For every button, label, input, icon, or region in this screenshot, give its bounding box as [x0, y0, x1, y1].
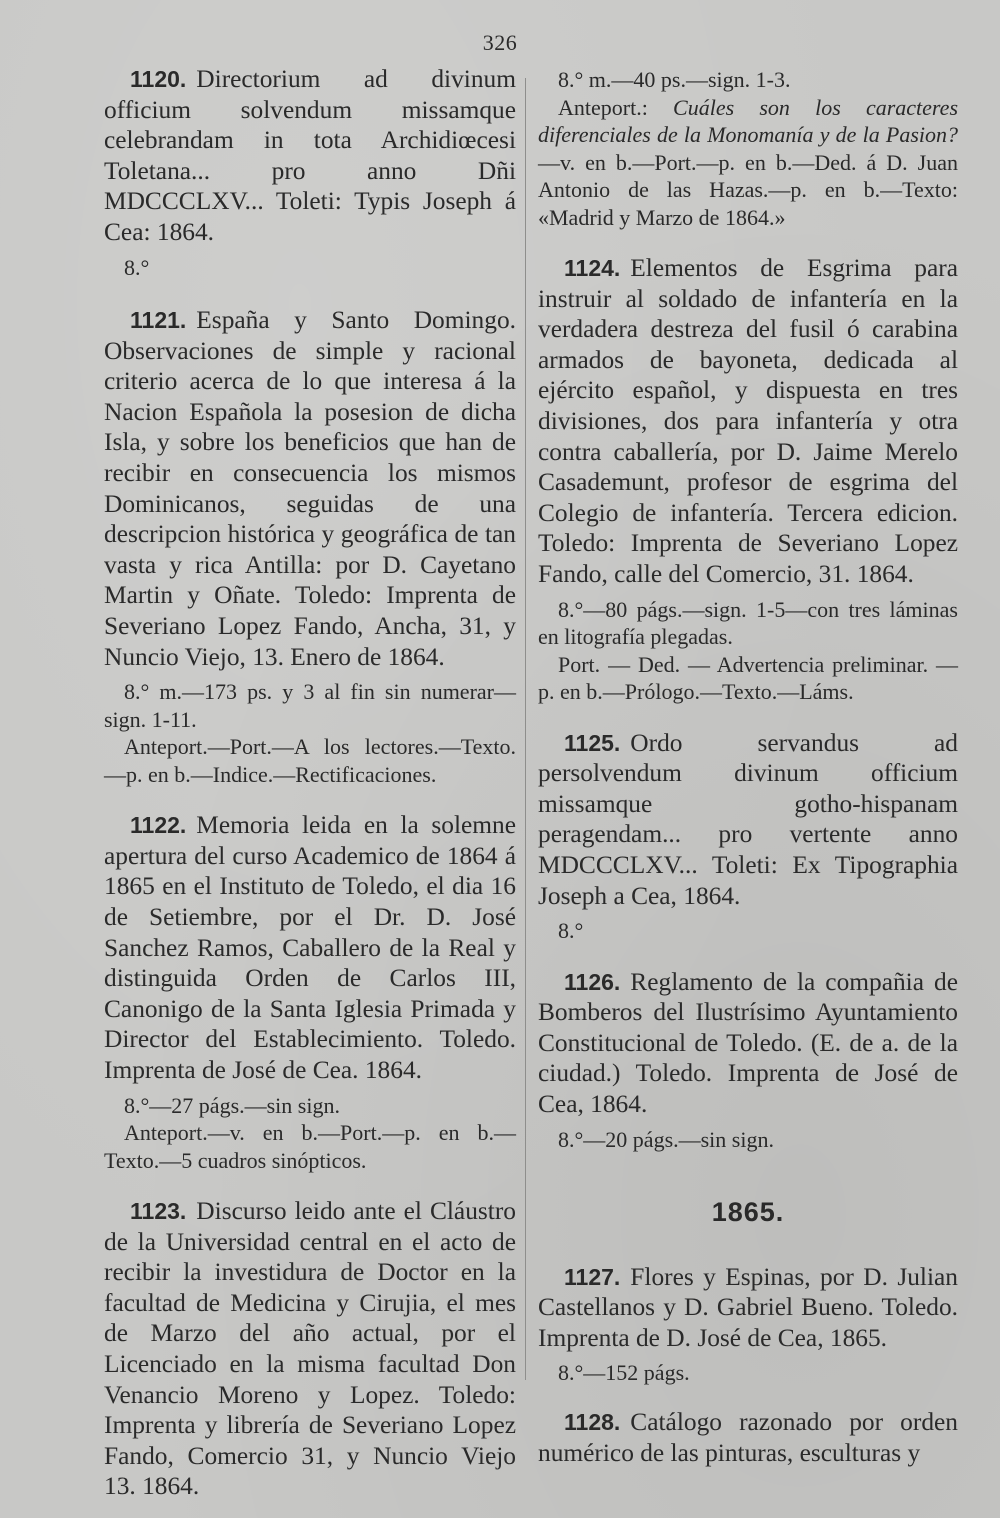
entry-note: 8.°—152 págs. — [558, 1360, 690, 1386]
entry-number: 1128. — [564, 1408, 621, 1435]
entry-number: 1121. — [130, 307, 187, 334]
entry-text: España y Santo Domingo. Observaciones de simple y racional criterio acerca de lo que interesa á la Nacion Española la posesion de dicha Isla, y sobre los beneficios que han de recibir en consecuencia los mismos Dominicanos, seguidas de una descripcion histórica y geográfica de tan vasta y rica Antilla: por D. Cayetano Martin y Oñate. Toledo: Imprenta de Severiano Lopez Fando, Ancha, 31, y Nuncio Viejo, 13. Enero de 1864. — [104, 306, 516, 671]
catalog-entry-1125 — [538, 728, 958, 945]
entry-number: 1123. — [130, 1198, 187, 1225]
entry-number: 1124. — [564, 255, 621, 281]
left-column — [104, 64, 516, 1502]
catalog-entry-continuation — [538, 66, 958, 231]
entry-note: Anteport.—v. en b.—Port.—p. en b.—Texto.—5 cuadros sinópticos. — [104, 1120, 516, 1173]
entry-text: Elementos de Esgrima para instruir al soldado de infantería en la verdadera destreza del fusil ó carabina armados de bayoneta, dedicada al ejército español, y dispuesta en tres divisiones, dos para infantería y otra contra caballería, por D. Jaime Merelo Casademunt, profesor de esgrima del Colegio de infantería. Tercera edicion. Toledo: Imprenta de Severiano Lopez Fando, calle del Comercio, 31. 1864. — [538, 254, 958, 588]
entry-note — [538, 94, 958, 232]
catalog-entry-1126 — [538, 967, 958, 1153]
right-column — [538, 64, 958, 1468]
entry-note: 8.° m.—173 ps. y 3 al fin sin numerar—sign. 1-11. — [104, 679, 516, 732]
entry-note: 8.° m.—40 ps.—sign. 1-3. — [558, 67, 791, 92]
entry-note: 8.° — [124, 254, 150, 280]
catalog-entry-1128 — [538, 1407, 958, 1468]
catalog-entry-1120 — [104, 64, 516, 281]
catalog-entry-1124 — [538, 253, 958, 706]
entry-number: 1126. — [564, 968, 621, 995]
entry-number: 1122. — [130, 812, 187, 839]
entry-note: 8.°—20 págs.—sin sign. — [558, 1126, 774, 1152]
catalog-entry-1121 — [104, 305, 516, 788]
entry-note: 8.°—27 págs.—sin sign. — [124, 1092, 340, 1118]
column-divider — [525, 78, 526, 1380]
entry-text: Catálogo razonado por orden numérico de las pinturas, esculturas y — [538, 1407, 958, 1467]
catalog-entry-1123 — [104, 1196, 516, 1502]
entry-number: 1125. — [564, 729, 621, 756]
entry-note: Port. — Ded. — Advertencia preliminar. —p. en b.—Prólogo.—Texto.—Láms. — [538, 651, 958, 705]
page-number: 326 — [482, 30, 518, 55]
catalog-entry-1127 — [538, 1262, 958, 1387]
entry-note: 8.°—80 págs.—sign. 1-5—con tres láminas en litografía plegadas. — [538, 596, 958, 650]
entry-number: 1120. — [130, 66, 187, 92]
entry-text: Directorium ad divinum officium solvendum missamque celebrandam in tota Archidiœcesi Toletana... pro anno Dñi MDCCCLXV... Toleti: Typis Joseph á Cea: 1864. — [104, 65, 516, 246]
entry-note: 8.° — [558, 918, 584, 944]
note-prefix: Anteport.: — [558, 94, 648, 120]
entry-text: Reglamento de la compañia de Bomberos del Ilustrísimo Ayuntamiento Constitucional de Toledo. (E. de a. de la ciudad.) Toledo. Imprenta de José de Cea, 1864. — [538, 967, 958, 1118]
catalog-entry-1122 — [104, 810, 516, 1174]
entry-text: Discurso leido ante el Cláustro de la Universidad central en el acto de recibir la investidura de Doctor en la facultad de Medicina y Cirujia, el mes de Marzo del año actual, por el Licenciado en la misma facultad Don Venancio Moreno y Lopez. Toledo: Imprenta y librería de Severiano Lopez Fando, Comercio 31, y Nuncio Viejo 13. 1864. — [104, 1197, 516, 1501]
note-rest: —v. en b.—Port.—p. en b.—Ded. á D. Juan Antonio de las Hazas.—p. en b.—Texto: «Madrid y Marzo de 1864.» — [538, 149, 958, 230]
entry-note: Anteport.—Port.—A los lectores.—Texto.—p. en b.—Indice.—Rectificaciones. — [104, 734, 516, 787]
entry-text: Flores y Espinas, por D. Julian Castellanos y D. Gabriel Bueno. Toledo. Imprenta de D. José de Cea, 1865. — [538, 1262, 958, 1352]
entry-text: Memoria leida en la solemne apertura del curso Academico de 1864 á 1865 en el Instituto de Toledo, el dia 16 de Setiembre, por el Dr. D. José Sanchez Ramos, Caballero de la Real y distinguida Orden de Carlos III, Canonigo de la Santa Iglesia Primada y Director del Establecimiento. Toledo. Imprenta de José de Cea. 1864. — [104, 811, 516, 1084]
entry-number: 1127. — [564, 1263, 621, 1290]
entry-text: Ordo servandus ad persolvendum divinum officium missamque gotho-hispanam peragendam... pro vertente anno MDCCCLXV... Toleti: Ex Tipographia Joseph a Cea, 1864. — [538, 728, 958, 910]
note-italic-title: Cuáles son los caracteres diferenciales de la Monomanía y de la Pasion? — [538, 94, 959, 147]
year-heading: 1865. — [711, 1197, 785, 1228]
